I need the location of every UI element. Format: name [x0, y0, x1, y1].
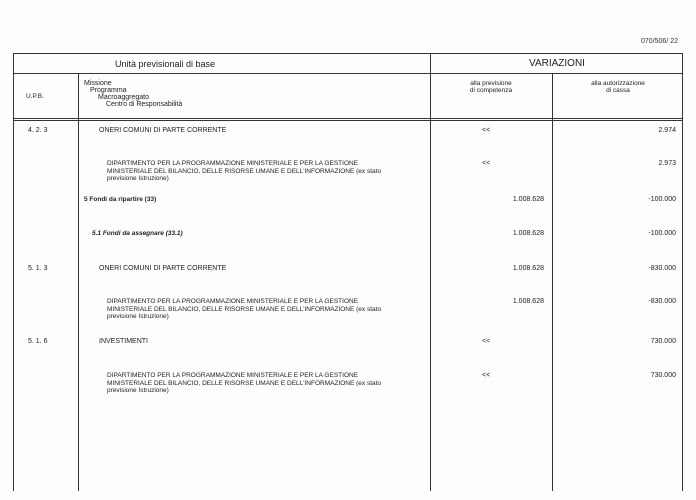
- value-cassa: -830.000: [648, 298, 676, 305]
- value-competenza: <<: [482, 127, 491, 134]
- column-divider: [552, 73, 553, 491]
- row-description: 5 Fondi da ripartire (33): [84, 196, 157, 203]
- col-header-line: di cassa: [606, 87, 630, 94]
- header-divider: [14, 120, 682, 121]
- col-header-line: di competenza: [469, 87, 513, 94]
- row-description: INVESTIMENTI: [99, 338, 149, 345]
- col-header-line: alla previsione: [470, 80, 512, 87]
- column-divider: [78, 73, 79, 491]
- row-description: DIPARTIMENTO PER LA PROGRAMMAZIONE MINISTERIALE E PER LA GESTIONE MINISTERIALE DEL BILANCIO, DELLE RISORSE UMANE E DELL'INFORMAZIONE (ex stato previsione Istruzione): [107, 160, 382, 182]
- page-reference: 070/506/ 22: [641, 38, 678, 45]
- hierarchy-macroaggregate: Macroaggregato: [98, 94, 149, 101]
- value-cassa: 2.974: [658, 127, 676, 134]
- value-cassa: 2.973: [658, 160, 676, 167]
- value-cassa: 730.000: [650, 338, 676, 345]
- value-competenza: <<: [482, 160, 491, 167]
- value-competenza: 1.008.628: [512, 230, 544, 237]
- value-cassa: -830.000: [648, 265, 676, 272]
- value-competenza: 1.008.628: [512, 265, 544, 272]
- row-description: 5.1 Fondi da assegnare (33.1): [92, 230, 183, 237]
- header-right-title: VARIAZIONI: [529, 58, 585, 69]
- value-cassa: -100.000: [648, 196, 676, 203]
- col-header-cassa: [552, 80, 684, 94]
- hierarchy-mission: Missione: [84, 80, 112, 87]
- row-description: ONERI COMUNI DI PARTE CORRENTE: [99, 265, 227, 272]
- value-cassa: -100.000: [648, 230, 676, 237]
- col-header-line: alla autorizzazione: [591, 80, 645, 87]
- variations-table: [13, 53, 683, 491]
- upb-column-header: U.P.B.: [26, 93, 44, 100]
- header-divider: [14, 118, 682, 119]
- header-divider: [14, 73, 682, 74]
- upb-code: 4. 2. 3: [28, 127, 48, 134]
- value-competenza: 1.008.628: [512, 298, 544, 305]
- header-left-title: Unità previsionali di base: [114, 59, 216, 69]
- hierarchy-responsibility-center: Centro di Responsabilità: [106, 101, 183, 108]
- value-competenza: 1.008.628: [512, 196, 544, 203]
- row-description: DIPARTIMENTO PER LA PROGRAMMAZIONE MINISTERIALE E PER LA GESTIONE MINISTERIALE DEL BILANCIO, DELLE RISORSE UMANE E DELL'INFORMAZIONE (ex stato previsione Istruzione): [107, 372, 382, 394]
- upb-code: 5. 1. 3: [28, 265, 48, 272]
- row-description: DIPARTIMENTO PER LA PROGRAMMAZIONE MINISTERIALE E PER LA GESTIONE MINISTERIALE DEL BILANCIO, DELLE RISORSE UMANE E DELL'INFORMAZIONE (ex stato previsione Istruzione): [107, 298, 382, 320]
- value-competenza: <<: [482, 338, 491, 345]
- col-header-competenza: [430, 80, 552, 94]
- hierarchy-program: Programma: [90, 87, 127, 94]
- value-cassa: 730.000: [650, 372, 676, 379]
- row-description: ONERI COMUNI DI PARTE CORRENTE: [99, 127, 227, 134]
- value-competenza: <<: [482, 372, 491, 379]
- upb-code: 5. 1. 6: [28, 338, 48, 345]
